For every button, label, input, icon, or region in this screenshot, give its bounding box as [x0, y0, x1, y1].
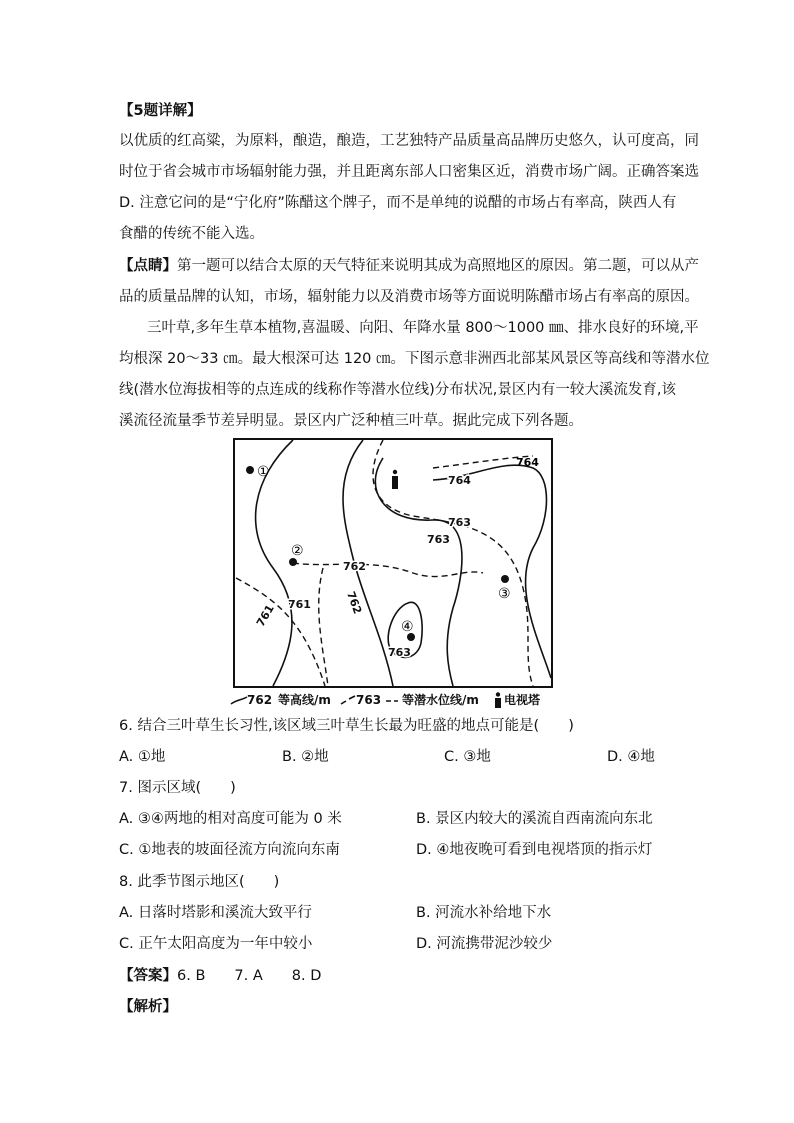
intro-line-2: 均根深 20～33 ㎝。最大根深可达 120 ㎝。下图示意非洲西北部某风景区等高线和等潜水位: [119, 351, 710, 367]
q8-option-a: A. 日落时塔影和溪流大致平行: [119, 905, 312, 921]
sec5-line-1: 以优质的红高粱，为原料，酿造，酿造，工艺独特产品质量高品牌历史悠久，认可度高，同: [119, 133, 699, 149]
q6-option-d: D. ④地: [607, 749, 655, 765]
legend-water-sample-line: [340, 693, 356, 707]
legend-water-dash: [385, 699, 399, 703]
analysis-label: 【解析】: [119, 999, 177, 1015]
point-2-label: ②: [291, 543, 304, 559]
water-label-761: 761: [288, 598, 311, 611]
q7-option-a: A. ③④两地的相对高度可能为 0 米: [119, 811, 342, 827]
q7-option-d: D. ④地夜晚可看到电视塔顶的指示灯: [416, 842, 653, 858]
map-legend: [230, 690, 550, 710]
q8-option-d: D. 河流携带泥沙较少: [416, 936, 553, 952]
water-label-763: 763: [448, 516, 471, 529]
q6-option-c: C. ③地: [444, 749, 491, 765]
legend-contour-text: 等高线/m: [278, 693, 331, 707]
legend-water-value: 763: [356, 693, 382, 707]
contour-map: [233, 438, 553, 688]
intro-line-1: 三叶草,多年生草本植物,喜温暖、向阳、年降水量 800～1000 ㎜、排水良好的环境,平: [147, 320, 699, 336]
q7-option-c: C. ①地表的坡面径流方向流向东南: [119, 842, 340, 858]
dianjing-line-1: [119, 256, 699, 276]
legend-tower-text: 电视塔: [504, 693, 541, 707]
q6-stem: 6. 结合三叶草生长习性,该区域三叶草生长最为旺盛的地点可能是( ): [119, 718, 574, 734]
intro-line-4: 溪流径流量季节差异明显。景区内广泛种植三叶草。据此完成下列各题。: [119, 413, 583, 429]
point-3-label: ③: [498, 586, 511, 602]
point-1-label: ①: [257, 464, 270, 480]
contour-label-761: 761: [254, 602, 277, 629]
answer-label: 【答案】: [119, 968, 177, 984]
answer-line: [119, 966, 321, 986]
water-label-762: 762: [343, 560, 366, 573]
contour-label-762: 762: [344, 589, 365, 616]
q8-option-b: B. 河流水补给地下水: [416, 905, 552, 921]
sec5-line-3: D. 注意它问的是“宁化府”陈醋这个牌子，而不是单纯的说醋的市场占有率高，陕西人有: [119, 195, 677, 211]
sec5-line-4: 食醋的传统不能入选。: [119, 226, 264, 242]
point-4-label: ④: [401, 619, 414, 635]
point-1-dot: [246, 466, 254, 474]
dianjing-line-2: 品的质量品牌的认知，市场，辐射能力以及消费市场等方面说明陈醋市场占有率高的原因。: [119, 289, 699, 305]
point-3-dot: [501, 575, 509, 583]
section5-header: 【5题详解】: [119, 103, 202, 119]
intro-line-3: 线(潜水位海拔相等的点连成的线称作等潜水位线)分布状况,景区内有一较大溪流发育,该: [119, 382, 677, 398]
q8-stem: 8. 此季节图示地区( ): [119, 874, 280, 890]
answer-text: 6. B 7. A 8. D: [177, 968, 322, 984]
contour-label-763: 763: [427, 533, 450, 546]
contour-label-763-closed: 763: [388, 646, 411, 659]
legend-contour-value: 762: [247, 693, 273, 707]
sec5-line-2: 时位于省会城市市场辐射能力强，并且距离东部人口密集区近，消费市场广阔。正确答案选: [119, 164, 699, 180]
legend-contour-sample-line: [230, 693, 248, 707]
dianjing-label: 【点睛】: [119, 258, 177, 274]
q8-option-c: C. 正午太阳高度为一年中较小: [119, 936, 313, 952]
contour-label-764: 764: [448, 474, 471, 487]
point-2-dot: [289, 558, 297, 566]
water-label-764: 764: [516, 456, 539, 469]
q7-stem: 7. 图示区域( ): [119, 780, 236, 796]
q7-option-b: B. 景区内较大的溪流自西南流向东北: [416, 811, 653, 827]
q6-option-a: A. ①地: [119, 749, 166, 765]
legend-water-text: 等潜水位线/m: [402, 693, 479, 707]
q6-option-b: B. ②地: [282, 749, 329, 765]
legend-tv-tower-icon: [494, 692, 502, 708]
dianjing-text-1: 第一题可以结合太原的天气特征来说明其成为高照地区的原因。第二题，可以从产: [177, 258, 699, 274]
